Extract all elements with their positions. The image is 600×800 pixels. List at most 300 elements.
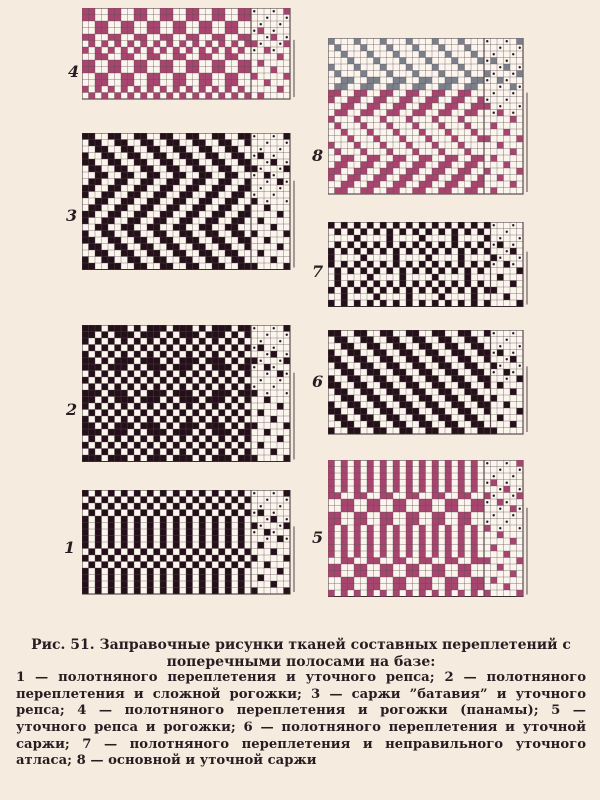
weave-dot	[273, 512, 275, 514]
weave-cell	[335, 274, 342, 281]
weave-cell	[277, 371, 284, 378]
weave-cell	[128, 397, 135, 404]
weave-cell	[413, 356, 420, 363]
weave-cell	[180, 562, 187, 569]
weave-cell	[387, 90, 394, 97]
weave-cell	[245, 133, 252, 140]
weave-cell	[484, 493, 491, 500]
weave-cell	[452, 97, 459, 104]
weave-cell	[419, 590, 426, 597]
weave-cell	[400, 577, 407, 584]
weave-dot	[499, 488, 501, 490]
weave-cell	[186, 15, 193, 22]
weave-cell	[471, 499, 478, 506]
weave-cell	[206, 436, 213, 443]
weave-cell	[348, 558, 355, 565]
weave-cell	[147, 429, 154, 436]
weave-cell	[341, 261, 348, 268]
weave-cell	[193, 15, 200, 22]
weave-cell	[206, 192, 213, 199]
weave-cell	[186, 523, 193, 530]
caption-title: Заправочные рисунки тканей составных переплетений с поперечными полосами на базе:	[99, 637, 571, 670]
weave-cell	[517, 408, 524, 415]
weave-cell	[341, 129, 348, 136]
weave-panel-2	[82, 325, 300, 472]
weave-cell	[219, 510, 226, 517]
weave-cell	[284, 263, 291, 270]
weave-cell	[180, 423, 187, 430]
weave-cell	[95, 73, 102, 80]
weave-cell	[95, 555, 102, 562]
weave-cell	[465, 229, 472, 236]
weave-cell	[419, 415, 426, 422]
weave-dot	[266, 36, 268, 38]
weave-cell	[147, 332, 154, 339]
weave-dot	[260, 23, 262, 25]
weave-cell	[141, 436, 148, 443]
weave-cell	[82, 429, 89, 436]
weave-cell	[484, 590, 491, 597]
weave-cell	[432, 571, 439, 578]
weave-cell	[478, 97, 485, 104]
weave-cell	[393, 395, 400, 402]
weave-cell	[134, 218, 141, 225]
weave-cell	[445, 460, 452, 467]
weave-cell	[95, 588, 102, 595]
weave-cell	[445, 162, 452, 169]
weave-cell	[335, 242, 342, 249]
weave-cell	[206, 371, 213, 378]
weave-cell	[82, 153, 89, 160]
weave-cell	[160, 86, 167, 93]
weave-cell	[458, 356, 465, 363]
weave-cell	[393, 532, 400, 539]
weave-cell	[115, 423, 122, 430]
weave-cell	[335, 123, 342, 130]
weave-cell	[484, 382, 491, 389]
weave-cell	[458, 255, 465, 262]
weave-cell	[419, 77, 426, 84]
weave-cell	[465, 389, 472, 396]
weave-cell	[173, 555, 180, 562]
weave-cell	[154, 28, 161, 35]
weave-cell	[95, 325, 102, 332]
weave-cell	[115, 384, 122, 391]
weave-cell	[484, 558, 491, 565]
weave-cell	[245, 429, 252, 436]
weave-cell	[426, 58, 433, 65]
weave-cell	[160, 153, 167, 160]
weave-cell	[219, 93, 226, 100]
weave-cell	[354, 473, 361, 480]
weave-cell	[102, 423, 109, 430]
weave-cell	[186, 231, 193, 238]
weave-dot	[253, 492, 255, 494]
weave-cell	[134, 364, 141, 371]
weave-cell	[439, 123, 446, 130]
weave-cell	[341, 84, 348, 91]
weave-cell	[458, 480, 465, 487]
weave-dot	[512, 92, 514, 94]
weave-cell	[180, 250, 187, 257]
weave-cell	[413, 415, 420, 422]
weave-cell	[328, 300, 335, 307]
weave-cell	[238, 351, 245, 358]
weave-cell	[199, 442, 206, 449]
weave-cell	[128, 231, 135, 238]
weave-cell	[419, 235, 426, 242]
weave-dot	[279, 525, 281, 527]
weave-cell	[484, 235, 491, 242]
weave-dot	[499, 47, 501, 49]
weave-panel-8	[328, 38, 533, 204]
weave-cell	[406, 512, 413, 519]
weave-cell	[341, 188, 348, 195]
weave-cell	[465, 149, 472, 156]
weave-cell	[400, 274, 407, 281]
weave-cell	[406, 38, 413, 45]
weave-cell	[128, 549, 135, 556]
weave-cell	[387, 408, 394, 415]
weave-cell	[452, 499, 459, 506]
weave-cell	[471, 103, 478, 110]
weave-cell	[387, 188, 394, 195]
weave-cell	[406, 590, 413, 597]
weave-cell	[432, 116, 439, 123]
weave-cell	[251, 523, 258, 530]
weave-cell	[154, 510, 161, 517]
weave-cell	[374, 428, 381, 435]
weave-cell	[121, 325, 128, 332]
weave-cell	[367, 103, 374, 110]
weave-cell	[380, 222, 387, 229]
weave-cell	[154, 429, 161, 436]
weave-cell	[341, 538, 348, 545]
weave-cell	[484, 330, 491, 337]
weave-cell	[186, 257, 193, 264]
weave-cell	[141, 166, 148, 173]
weave-cell	[89, 410, 96, 417]
weave-cell	[245, 436, 252, 443]
weave-cell	[173, 364, 180, 371]
weave-cell	[335, 356, 342, 363]
weave-cell	[186, 542, 193, 549]
weave-cell	[251, 73, 258, 80]
weave-cell	[128, 332, 135, 339]
weave-cell	[225, 364, 232, 371]
weave-cell	[160, 15, 167, 22]
weave-cell	[212, 529, 219, 536]
weave-cell	[238, 442, 245, 449]
weave-cell	[419, 337, 426, 344]
weave-cell	[82, 60, 89, 67]
weave-cell	[121, 332, 128, 339]
weave-cell	[458, 248, 465, 255]
weave-cell	[510, 149, 517, 156]
weave-cell	[458, 408, 465, 415]
weave-cell	[219, 159, 226, 166]
weave-cell	[439, 45, 446, 52]
weave-cell	[199, 205, 206, 212]
weave-cell	[199, 198, 206, 205]
weave-cell	[374, 181, 381, 188]
weave-cell	[193, 397, 200, 404]
weave-cell	[458, 467, 465, 474]
weave-cell	[406, 350, 413, 357]
weave-cell	[510, 181, 517, 188]
weave-cell	[134, 60, 141, 67]
weave-cell	[186, 133, 193, 140]
weave-dot	[519, 469, 521, 471]
weave-cell	[419, 389, 426, 396]
weave-cell	[406, 142, 413, 149]
weave-cell	[199, 377, 206, 384]
weave-cell	[199, 338, 206, 345]
weave-cell	[380, 551, 387, 558]
weave-cell	[471, 369, 478, 376]
weave-cell	[238, 416, 245, 423]
weave-cell	[465, 564, 472, 571]
weave-cell	[89, 364, 96, 371]
weave-cell	[445, 300, 452, 307]
panel-number-2: 2	[66, 400, 78, 419]
weave-cell	[173, 146, 180, 153]
weave-cell	[193, 263, 200, 270]
weave-cell	[102, 358, 109, 365]
weave-dot	[506, 378, 508, 380]
weave-cell	[497, 142, 504, 149]
weave-cell	[354, 460, 361, 467]
weave-cell	[348, 395, 355, 402]
weave-cell	[452, 376, 459, 383]
weave-cell	[141, 237, 148, 244]
weave-cell	[225, 403, 232, 410]
weave-cell	[361, 168, 368, 175]
weave-cell	[108, 338, 115, 345]
weave-cell	[154, 93, 161, 100]
weave-cell	[471, 155, 478, 162]
weave-cell	[367, 532, 374, 539]
weave-cell	[238, 555, 245, 562]
weave-cell	[89, 205, 96, 212]
weave-cell	[361, 242, 368, 249]
weave-cell	[393, 51, 400, 58]
weave-cell	[328, 90, 335, 97]
weave-cell	[180, 28, 187, 35]
weave-cell	[432, 168, 439, 175]
weave-cell	[82, 377, 89, 384]
weave-cell	[465, 123, 472, 130]
weave-cell	[167, 345, 174, 352]
weave-cell	[419, 473, 426, 480]
weave-cell	[121, 523, 128, 530]
weave-cell	[128, 562, 135, 569]
weave-cell	[413, 84, 420, 91]
weave-cell	[478, 428, 485, 435]
weave-cell	[400, 97, 407, 104]
weave-dot	[260, 168, 262, 170]
weave-cell	[419, 343, 426, 350]
weave-cell	[180, 549, 187, 556]
weave-cell	[452, 235, 459, 242]
weave-cell	[465, 512, 472, 519]
weave-cell	[173, 166, 180, 173]
weave-dot	[512, 352, 514, 354]
weave-cell	[387, 415, 394, 422]
weave-cell	[361, 571, 368, 578]
weave-cell	[193, 549, 200, 556]
weave-dot	[266, 353, 268, 355]
weave-cell	[245, 67, 252, 74]
weave-cell	[380, 300, 387, 307]
weave-cell	[258, 250, 265, 257]
weave-cell	[212, 133, 219, 140]
weave-cell	[238, 237, 245, 244]
weave-cell	[264, 397, 271, 404]
weave-cell	[393, 363, 400, 370]
weave-cell	[186, 86, 193, 93]
weave-cell	[380, 168, 387, 175]
weave-cell	[361, 382, 368, 389]
weave-cell	[439, 162, 446, 169]
weave-cell	[504, 369, 511, 376]
weave-cell	[374, 350, 381, 357]
weave-cell	[147, 575, 154, 582]
weave-cell	[173, 47, 180, 54]
weave-cell	[400, 584, 407, 591]
weave-cell	[445, 473, 452, 480]
weave-cell	[400, 175, 407, 182]
weave-cell	[160, 455, 167, 462]
weave-cell	[245, 60, 252, 67]
weave-cell	[439, 149, 446, 156]
weave-cell	[82, 351, 89, 358]
weave-cell	[160, 192, 167, 199]
weave-cell	[206, 218, 213, 225]
weave-dot	[286, 392, 288, 394]
weave-cell	[199, 179, 206, 186]
weave-cell	[367, 369, 374, 376]
weave-cell	[180, 397, 187, 404]
weave-cell	[238, 568, 245, 575]
weave-cell	[245, 455, 252, 462]
weave-cell	[212, 390, 219, 397]
weave-cell	[245, 397, 252, 404]
weave-cell	[108, 403, 115, 410]
weave-grid-3	[82, 133, 300, 280]
weave-cell	[517, 558, 524, 565]
weave-cell	[367, 389, 374, 396]
weave-cell	[141, 140, 148, 147]
weave-dot	[493, 475, 495, 477]
weave-cell	[380, 486, 387, 493]
weave-cell	[212, 218, 219, 225]
weave-cell	[219, 332, 226, 339]
weave-dot	[499, 469, 501, 471]
weave-cell	[271, 449, 278, 456]
weave-cell	[432, 473, 439, 480]
weave-cell	[354, 350, 361, 357]
weave-cell	[212, 429, 219, 436]
weave-cell	[341, 577, 348, 584]
weave-cell	[154, 449, 161, 456]
panel-number-8: 8	[312, 146, 324, 165]
weave-cell	[400, 268, 407, 275]
weave-cell	[400, 229, 407, 236]
weave-cell	[147, 179, 154, 186]
weave-cell	[328, 261, 335, 268]
weave-dot	[253, 512, 255, 514]
weave-cell	[134, 15, 141, 22]
weave-cell	[413, 268, 420, 275]
weave-cell	[128, 224, 135, 231]
weave-cell	[380, 97, 387, 104]
weave-cell	[147, 80, 154, 87]
weave-cell	[335, 84, 342, 91]
weave-cell	[225, 575, 232, 582]
weave-cell	[219, 364, 226, 371]
weave-cell	[154, 21, 161, 28]
weave-dot	[260, 505, 262, 507]
weave-cell	[108, 34, 115, 41]
weave-cell	[354, 467, 361, 474]
weave-cell	[277, 179, 284, 186]
weave-cell	[478, 402, 485, 409]
weave-cell	[219, 390, 226, 397]
weave-cell	[471, 415, 478, 422]
weave-cell	[400, 402, 407, 409]
weave-cell	[387, 110, 394, 117]
weave-cell	[173, 542, 180, 549]
weave-cell	[341, 155, 348, 162]
weave-cell	[232, 93, 239, 100]
weave-cell	[95, 80, 102, 87]
weave-cell	[108, 67, 115, 74]
weave-cell	[225, 172, 232, 179]
weave-cell	[206, 384, 213, 391]
weave-cell	[458, 402, 465, 409]
weave-cell	[134, 237, 141, 244]
weave-cell	[465, 84, 472, 91]
panel-number-7: 7	[312, 262, 324, 281]
weave-cell	[225, 338, 232, 345]
weave-cell	[173, 325, 180, 332]
weave-cell	[212, 403, 219, 410]
weave-cell	[121, 516, 128, 523]
weave-cell	[160, 60, 167, 67]
weave-dot	[486, 462, 488, 464]
weave-cell	[439, 330, 446, 337]
weave-cell	[89, 244, 96, 251]
weave-cell	[380, 538, 387, 545]
weave-cell	[89, 423, 96, 430]
weave-cell	[328, 97, 335, 104]
weave-cell	[154, 41, 161, 48]
weave-cell	[367, 538, 374, 545]
weave-cell	[478, 229, 485, 236]
weave-dot	[493, 514, 495, 516]
weave-cell	[225, 581, 232, 588]
weave-cell	[328, 473, 335, 480]
weave-cell	[335, 408, 342, 415]
weave-cell	[193, 384, 200, 391]
weave-cell	[232, 250, 239, 257]
weave-cell	[471, 84, 478, 91]
weave-cell	[458, 38, 465, 45]
weave-cell	[361, 389, 368, 396]
weave-cell	[238, 581, 245, 588]
weave-cell	[400, 343, 407, 350]
